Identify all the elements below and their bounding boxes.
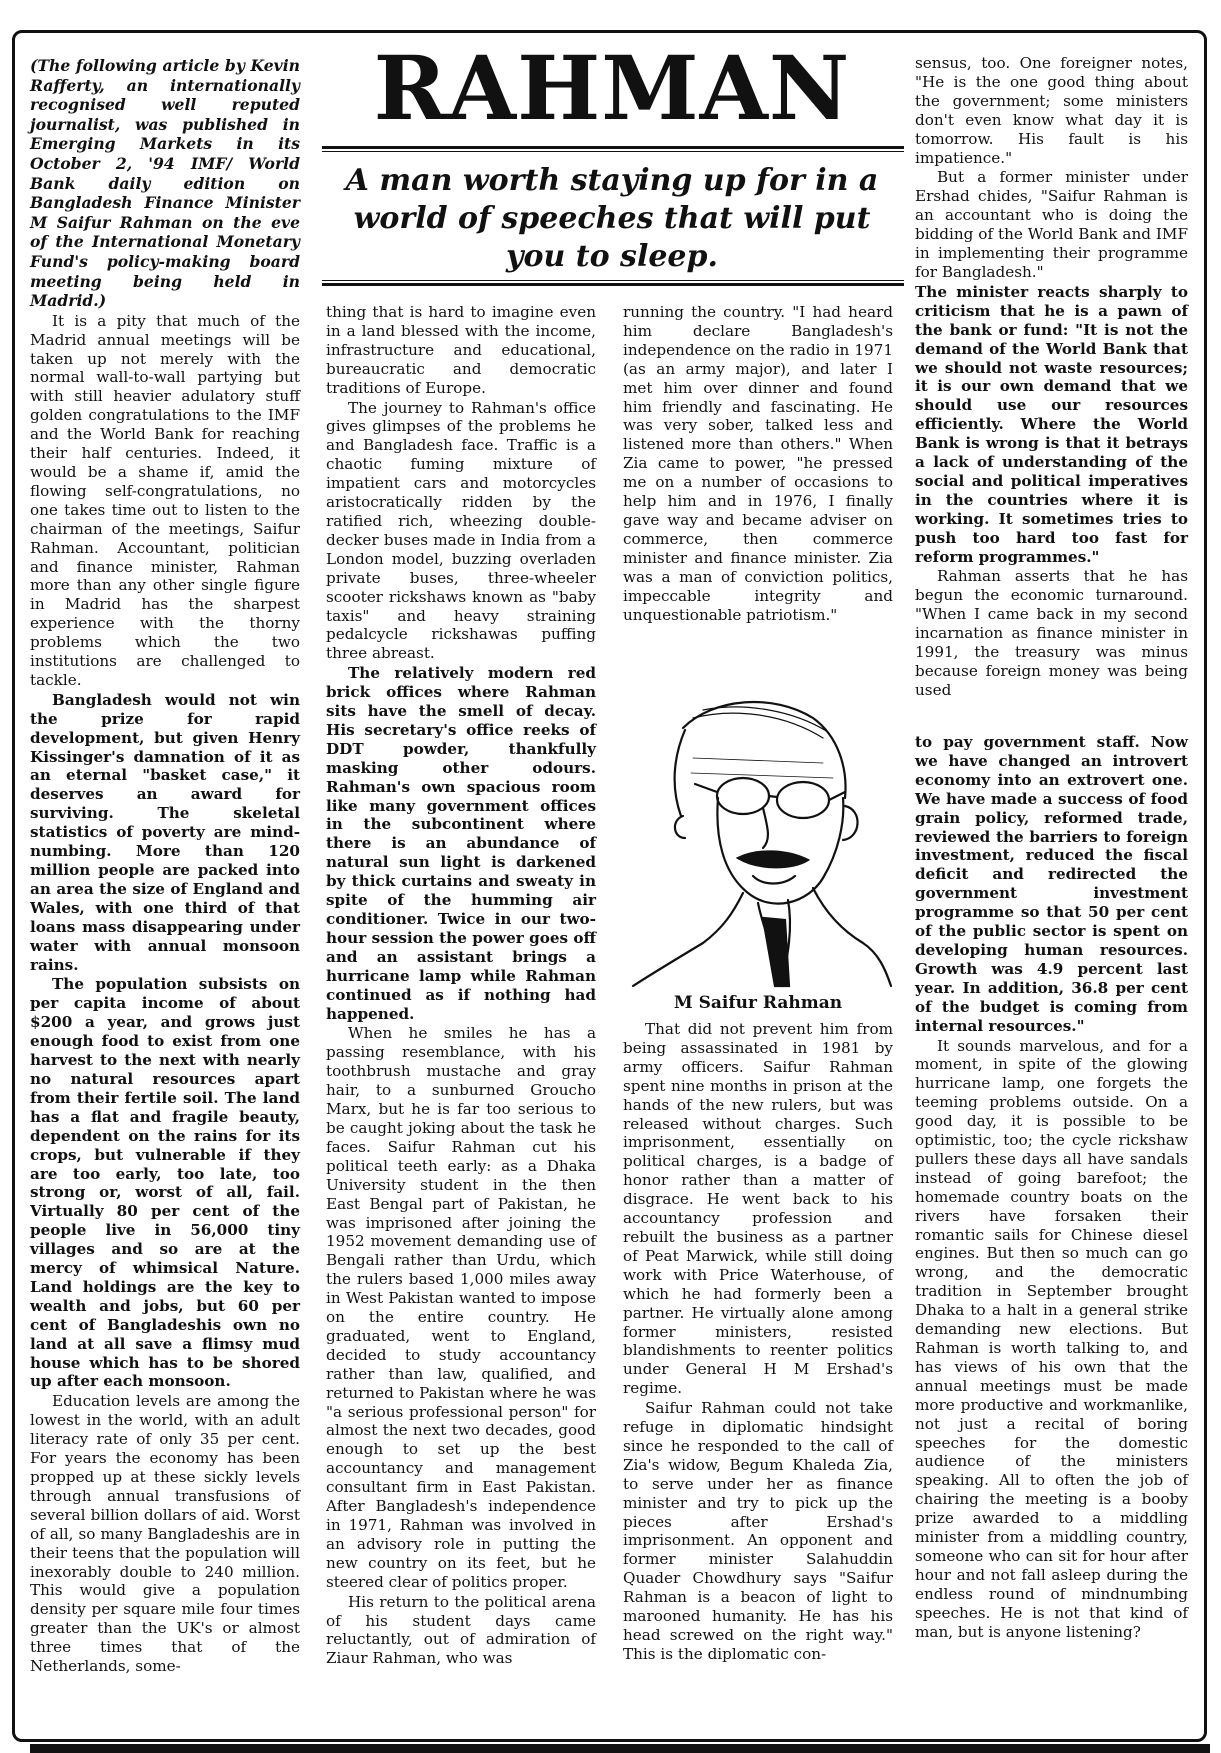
- article-paragraph: running the country. "I had heard him declare Bangladesh's independence on the radio in 1971 (as an army major), and later I met him over dinner and found him friendly and fascinating. He was very sober, talked less and listened more than others." When Zia came to power, "he pressed me on a number of occasions to help him and in 1976, I finally gave way and became adviser on commerce, then commerce minister and finance minister. Zia was a man of conviction politics, impeccable integrity and unquestionable patriotism.": [623, 303, 893, 624]
- article-column-3-bottom: [623, 1020, 893, 1664]
- article-paragraph: Rahman asserts that he has begun the economic turnaround. "When I came back in my second incarnation as finance minister in 1991, the treasury was minus because foreign money was being used: [915, 567, 1188, 699]
- article-paragraph: Bangladesh would not win the prize for rapid development, but given Henry Kissinger's damnation of it as an eternal "basket case," it deserves an award for surviving. The skeletal statistics of poverty are mind-numbing. More than 120 million people are packed into an area the size of England and Wales, with one third of that loans mass disappearing under water with annual monsoon rains.: [30, 690, 300, 974]
- subhead-rule-top: [322, 280, 904, 281]
- headline-rule-bottom: [322, 151, 904, 152]
- article-paragraph: It sounds marvelous, and for a moment, in spite of the glowing hurricane lamp, one forgets the teeming problems outside. On a good day, it is possible to be optimistic, too; the cycle rickshaw pullers these days all have sandals instead of going barefoot; the homemade country boats on the rivers have forsaken their romantic sails for Chinese diesel engines. But then so much can go wrong, and the democratic tradition in September brought Dhaka to a halt in a general strike demanding new elections. But Rahman is worth talking to, and has views of his own that the annual meetings must be made more productive and workmanlike, not just a recital of boring speeches for the domestic audience of the ministers speaking. All to often the job of chairing the meeting is a booby prize awarded to a middling minister from a middling country, someone who can sit for hour after hour and not fall asleep during the endless round of mindnumbing speeches. He is not that kind of man, but is anyone listening?: [915, 1036, 1188, 1641]
- article-paragraph: thing that is hard to imagine even in a land blessed with the income, infrastructure and educational, bureaucratic and democratic traditions of Europe.: [326, 303, 596, 397]
- article-paragraph: Education levels are among the lowest in the world, with an adult literacy rate of only 35 per cent. For years the economy has been propped up at these sickly levels through annual transfusions of several billion dollars of aid. Worst of all, so many Bangladeshis are in their teens that the population will inexorably double to 240 million. This would give a population density per square mile four times greater than the UK's or almost three times that of the Netherlands, some-: [30, 1392, 300, 1676]
- article-paragraph: When he smiles he has a passing resemblance, with his toothbrush mustache and gray hair, to a sunburned Groucho Marx, but he is far too serious to be caught joking about the task he faces. Saifur Rahman cut his political teeth early: as a Dhaka University student in the then East Bengal part of Pakistan, he was imprisoned after joining the 1952 movement demanding use of Bengali rather than Urdu, which the rulers based 1,000 miles away in West Pakistan wanted to impose on the entire country. He graduated, went to England, decided to study accountancy rather than law, qualified, and returned to Pakistan where he was "a serious professional person" for almost the next two decades, good enough to set up the best accountancy and management consultant firm in East Pakistan. After Bangladesh's independence in 1971, Rahman was involved in an advisory role in putting the new country on its feet, but he steered clear of politics proper.: [326, 1024, 596, 1591]
- article-paragraph: But a former minister under Ershad chides, "Saifur Rahman is an accountant who is doing the bidding of the World Bank and IMF in implementing their programme for Bangladesh.": [915, 168, 1188, 281]
- article-paragraph: The relatively modern red brick offices where Rahman sits have the smell of decay. His secretary's office reeks of DDT powder, thankfully masking other odours. Rahman's own spacious room like many government offices in the subcontinent where there is an abundance of natural sun light is darkened by thick curtains and sweaty in spite of the humming air conditioner. Twice in our two-hour session the power goes off and an assistant brings a hurricane lamp while Rahman continued as if nothing had happened.: [326, 664, 596, 1023]
- article-paragraph: Saifur Rahman could not take refuge in diplomatic hindsight since he responded to the call of Zia's widow, Begum Khaleda Zia, to serve under her as finance minister and try to pick up the pieces after Ershad's imprisonment. An opponent and former minister Salahuddin Quader Chowdhury says "Saifur Rahman is a beacon of light to marooned humanity. He has his head screwed on the right way." This is the diplomatic con-: [623, 1399, 893, 1663]
- subhead-rule-bottom: [322, 283, 904, 286]
- article-paragraph: The population subsists on per capita income of about $200 a year, and grows just enough food to exist from one harvest to the next with nearly no natural resources apart from their fertile soil. The land has a flat and fragile beauty, dependent on the rains for its crops, but vulnerable if they are too early, too late, too strong or, worst of all, fail. Virtually 80 per cent of the people live in 56,000 tiny villages and so are at the mercy of whimsical Nature. Land holdings are the key to wealth and jobs, but 60 per cent of Bangladeshis own no land at all save a flimsy mud house which has to be shored up after each monsoon.: [30, 975, 300, 1391]
- article-paragraph: It is a pity that much of the Madrid annual meetings will be taken up not merely with the normal wall-to-wall partying but with still heavier adulatory stuff golden congratulations to the IMF and the World Bank for reaching their half centuries. Indeed, it would be a shame if, amid the flowing self-congratulations, no one takes time out to listen to the chairman of the meetings, Saifur Rahman. Accountant, politician and finance minister, Rahman more than any other single figure in Madrid has the sharpest experience with the thorny problems which the two institutions are challenged to tackle.: [30, 311, 300, 689]
- portrait-caption: M Saifur Rahman: [673, 993, 843, 1013]
- article-paragraph: The minister reacts sharply to criticism that he is a pawn of the bank or fund: "It is not the demand of the World Bank that we should not waste resources; it is our own demand that we should use our resources efficiently. Where the World Bank is wrong is that it betrays a lack of understanding of the social and political imperatives in the countries where it is working. It sometimes tries to push too hard too fast for reform programmes.": [915, 282, 1188, 566]
- article-paragraph: The journey to Rahman's office gives glimpses of the problems he and Bangladesh face. Traffic is a chaotic fuming mixture of impatient cars and motorcycles aristocratically ridden by the ratified rich, wheezing double-decker buses made in India from a London model, buzzing overladen private buses, three-wheeler scooter rickshaws known as "baby taxis" and heavy straining pedalcycle rickshawas puffing three abreast.: [326, 398, 596, 663]
- article-column-2: [326, 303, 596, 1668]
- article-paragraph: sensus, too. One foreigner notes, "He is the one good thing about the government; some ministers don't even know what day it is tomorrow. His fault is his impatience.": [915, 54, 1188, 167]
- portrait-sketch: [623, 688, 893, 988]
- headline-rule-top: [322, 146, 904, 149]
- editor-note: (The following article by Kevin Rafferty, an internationally recognised well reputed journalist, was published in Emerging Markets in its October 2, '94 IMF/ World Bank daily edition on Bangladesh Finance Minister M Saifur Rahman on the eve of the International Monetary Fund's policy-making board meeting being held in Madrid.): [30, 56, 300, 311]
- article-column-3-top: [623, 303, 893, 624]
- article-column-1: [30, 56, 300, 1676]
- article-paragraph: to pay government staff. Now we have changed an introvert economy into an extrovert one. We have made a success of food grain policy, reformed trade, reviewed the barriers to foreign investment, reduced the fiscal deficit and redirected the government investment programme so that 50 per cent of the public sector is spent on developing human resources. Growth was 4.9 percent last year. In addition, 36.8 per cent of the budget is coming from internal resources.": [915, 733, 1188, 1035]
- subheadline: A man worth staying up for in a world of speeches that will put you to sleep.: [345, 163, 879, 274]
- article-paragraph: His return to the political arena of his student days came reluctantly, out of admiration of Ziaur Rahman, who was: [326, 1592, 596, 1668]
- article-column-4-bottom: [915, 733, 1188, 1642]
- article-column-4-top: [915, 54, 1188, 700]
- headline: RAHMAN: [373, 36, 851, 140]
- article-paragraph: That did not prevent him from being assassinated in 1981 by army officers. Saifur Rahman spent nine months in prison at the hands of the new rulers, but was released without charges. Such imprisonment, essentially on political charges, is a badge of honor rather than a matter of disgrace. He went back to his accountancy profession and rebuilt the business as a partner of Peat Marwick, while still doing work with Price Waterhouse, of which he had formerly been a partner. He virtually alone among former ministers, resisted blandishments to reenter politics under General H M Ershad's regime.: [623, 1020, 893, 1398]
- bottom-bar: [30, 1744, 1210, 1753]
